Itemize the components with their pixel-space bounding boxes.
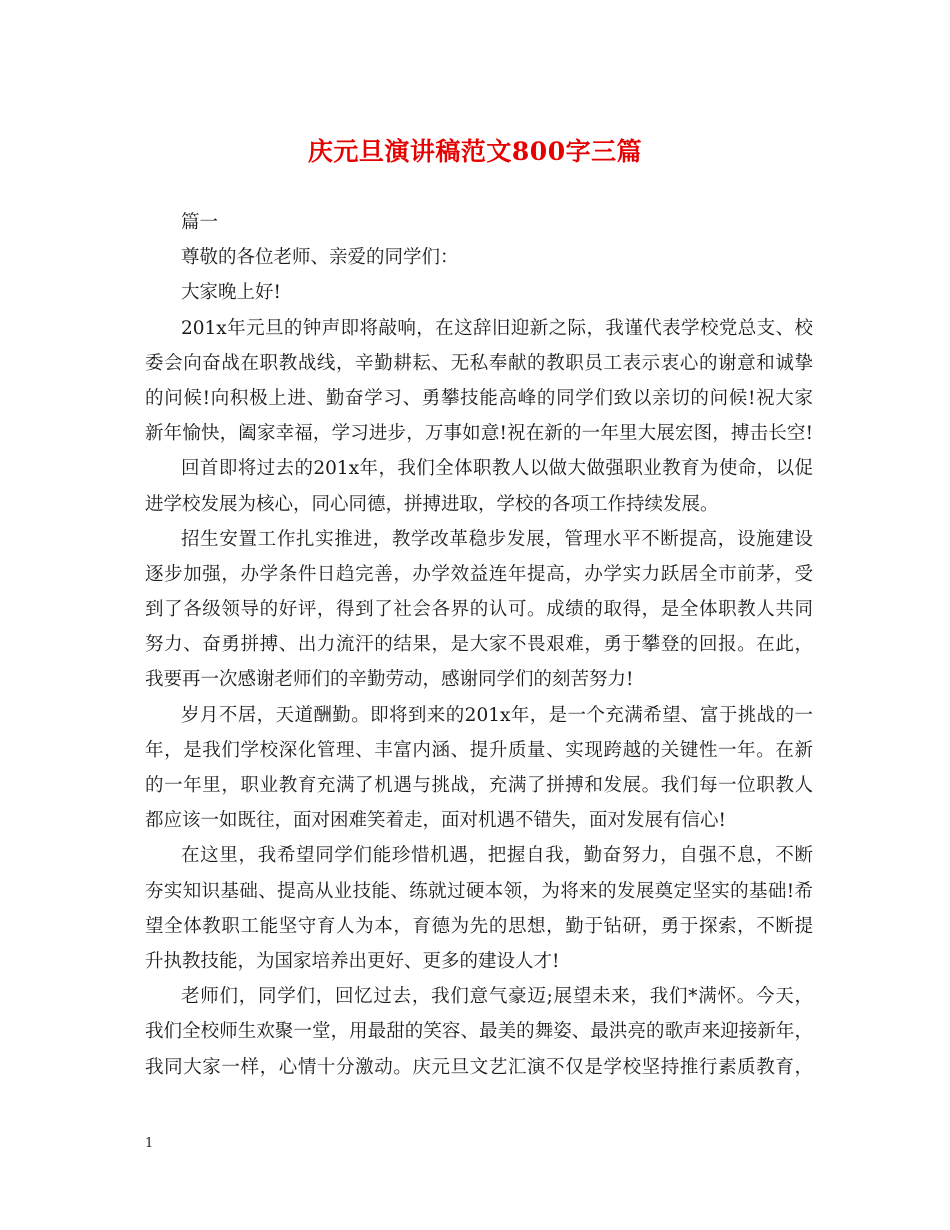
- text-line: 委会向奋战在职教战线，辛勤耕耘、无私奉献的教职员工表示衷心的谢意和诚挚: [145, 352, 813, 374]
- document-title: 庆元旦演讲稿范文800字三篇: [307, 137, 643, 166]
- text-line: 新年愉快，阖家幸福，学习进步，万事如意!祝在新的一年里大展宏图，搏击长空!: [145, 423, 813, 445]
- text-line: 在这里，我希望同学们能珍惜机遇，把握自我，勤奋努力，自强不息，不断: [181, 845, 813, 867]
- text-line: 到了各级领导的好评，得到了社会各界的认可。成绩的取得，是全体职教人共同: [145, 599, 813, 621]
- page-number: 1: [145, 1136, 154, 1151]
- text-line: 的一年里，职业教育充满了机遇与挑战，充满了拼搏和发展。我们每一位职教人: [145, 775, 813, 796]
- text-line: 进学校发展为核心，同心同德，拼搏进取，学校的各项工作持续发展。: [145, 493, 719, 515]
- text-line: 努力、奋勇拼搏、出力流汗的结果，是大家不畏艰难，勇于攀登的回报。在此，: [145, 634, 813, 656]
- text-line: 招生安置工作扎实推进，教学改革稳步发展，管理水平不断提高，设施建设: [181, 528, 813, 550]
- text-line: 逐步加强，办学条件日趋完善，办学效益连年提高，办学实力跃居全市前茅，受: [145, 563, 813, 585]
- text-line: 夯实知识基础、提高从业技能、练就过硬本领，为将来的发展奠定坚实的基础!希: [145, 880, 813, 902]
- text-line: 我们全校师生欢聚一堂，用最甜的笑容、最美的舞姿、最洪亮的歌声来迎接新年，: [145, 1021, 813, 1043]
- text-line: 我同大家一样，心情十分激动。庆元旦文艺汇演不仅是学校坚持推行素质教育，: [145, 1056, 813, 1078]
- text-line: 的问候!向积极上进、勤奋学习、勇攀技能高峰的同学们致以亲切的问候!祝大家: [145, 387, 813, 409]
- text-line: 年，是我们学校深化管理、丰富内涵、提升质量、实现跨越的关键性一年。在新: [145, 739, 813, 761]
- text-line: 大家晚上好!: [181, 282, 281, 304]
- text-line: 回首即将过去的201x年，我们全体职教人以做大做强职业教育为使命，以促: [181, 458, 813, 480]
- text-line: 篇一: [181, 212, 219, 233]
- text-line: 望全体教职工能坚守育人为本，育德为先的思想，勤于钻研，勇于探索，不断提: [145, 915, 813, 937]
- text-line: 我要再一次感谢老师们的辛勤劳动，感谢同学们的刻苦努力!: [145, 669, 634, 691]
- text-line: 升执教技能，为国家培养出更好、更多的建设人才!: [145, 950, 560, 972]
- text-line: 老师们，同学们，回忆过去，我们意气豪迈;展望未来，我们*满怀。今天，: [181, 986, 813, 1008]
- text-line: 岁月不居，天道酬勤。即将到来的201x年，是一个充满希望、富于挑战的一: [181, 704, 813, 726]
- text-line: 尊敬的各位老师、亲爱的同学们：: [181, 247, 459, 269]
- document-body: [145, 205, 813, 1085]
- text-line: 201x年元旦的钟声即将敲响，在这辞旧迎新之际，我谨代表学校党总支、校: [181, 317, 813, 339]
- text-line: 都应该一如既往，面对困难笑着走，面对机遇不错失，面对发展有信心!: [145, 810, 726, 832]
